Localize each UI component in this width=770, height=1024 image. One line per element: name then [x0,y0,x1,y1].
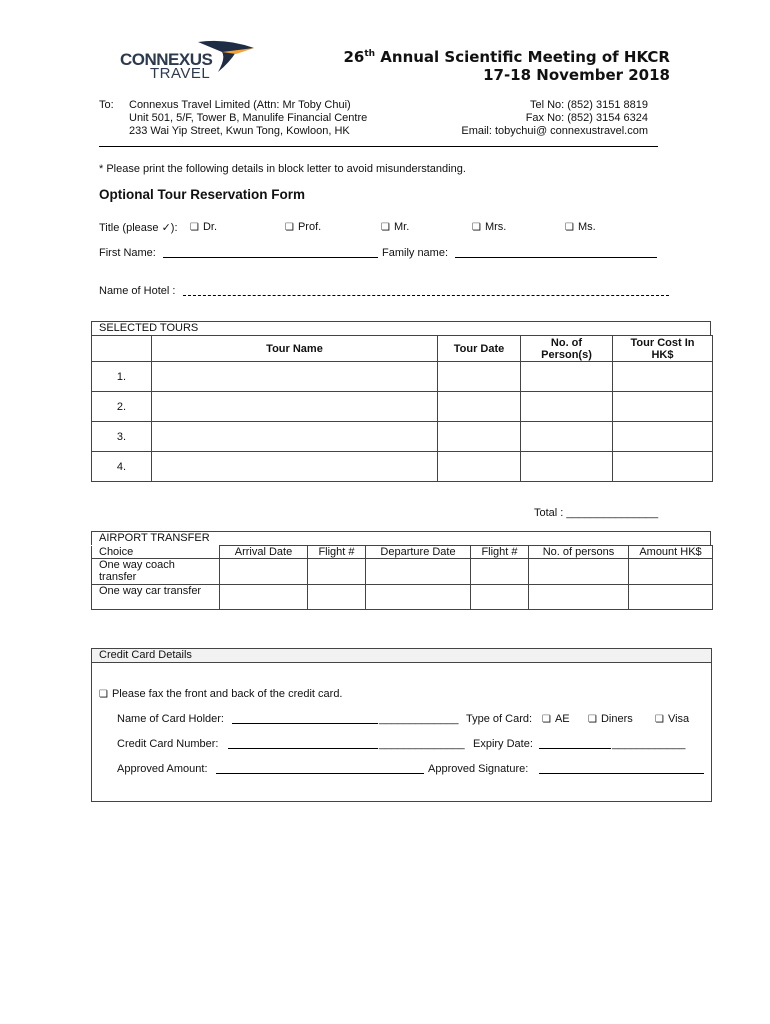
expiry-field[interactable] [539,748,611,749]
card-holder-field[interactable] [232,723,378,724]
card-type-visa[interactable]: ❏ Visa [655,713,689,725]
fax-number: Fax No: (852) 3154 6324 [525,112,648,124]
title-option-mrs[interactable]: ❏ Mrs. [472,221,506,233]
fax-card-note[interactable]: ❏ Please fax the front and back of the credit card. [99,688,343,700]
company-logo [118,38,258,84]
tours-total[interactable]: Total : _______________ [534,507,659,519]
table-row: 4. [92,452,713,482]
first-name-field[interactable] [163,257,378,258]
approved-amount-field[interactable] [216,773,424,774]
tours-table [91,335,713,482]
airport-section-header: AIRPORT TRANSFER [91,531,711,545]
notice-text: * Please print the following details in block letter to avoid misunderstanding. [99,163,466,175]
expiry-label: Expiry Date: [473,738,533,750]
card-holder-label: Name of Card Holder: [117,713,224,725]
email-address: Email: tobychui@ connexustravel.com [461,125,648,137]
credit-card-section [91,648,712,802]
title-label: Title (please ✓): [99,222,178,234]
table-row: 3. [92,422,713,452]
col-tour-date: Tour Date [438,336,521,362]
card-type-ae[interactable]: ❏ AE [542,713,570,725]
hotel-label: Name of Hotel : [99,285,176,297]
card-type-label: Type of Card: [466,713,533,725]
table-row: 1. [92,362,713,392]
airport-table: Choice Arrival Date Flight # Departure Date Flight # No. of persons Amount HK$ One way coach transfer One way car transfer [91,545,713,610]
approved-signature-field[interactable] [539,773,704,774]
selected-tours-section [91,321,711,482]
meeting-title: 26th Annual Scientific Meeting of HKCR [343,48,670,66]
col-persons: No. of Person(s) [521,336,613,362]
tours-section-header: SELECTED TOURS [91,321,711,335]
family-name-field[interactable] [455,257,657,258]
credit-section-header: Credit Card Details [92,649,711,663]
table-row: One way car transfer [92,585,713,610]
approved-amount-label: Approved Amount: [117,763,208,775]
table-row: 2. [92,392,713,422]
card-number-blank[interactable]: ______________ [379,738,465,750]
col-tour-cost: Tour Cost In HK$ [613,336,713,362]
to-address: Connexus Travel Limited (Attn: Mr Toby Chui) Unit 501, 5/F, Tower B, Manulife Financial Centre 233 Wai Yip Street, Kwun Tong, Kowloon, HK [129,99,368,137]
title-option-prof[interactable]: ❏ Prof. [285,221,321,233]
hotel-field[interactable] [183,295,669,296]
card-number-label: Credit Card Number: [117,738,219,750]
table-row: One way coach transfer [92,559,713,585]
form-title: Optional Tour Reservation Form [99,187,306,202]
header-divider [99,146,658,147]
meeting-dates: 17-18 November 2018 [483,66,670,84]
card-holder-blank[interactable]: _____________ [379,713,459,725]
expiry-blank[interactable]: ____________ [612,738,686,750]
family-name-label: Family name: [382,247,449,259]
logo-name-line1: CONNEXUS [120,50,213,69]
col-tour-name: Tour Name [152,336,438,362]
to-label: To: [99,99,114,111]
title-option-ms[interactable]: ❏ Ms. [565,221,596,233]
tel-number: Tel No: (852) 3151 8819 [529,99,648,111]
title-option-mr[interactable]: ❏ Mr. [381,221,409,233]
contact-info [461,99,648,138]
card-type-diners[interactable]: ❏ Diners [588,713,633,725]
airport-transfer-section [91,531,711,610]
first-name-label: First Name: [99,247,156,259]
approved-signature-label: Approved Signature: [428,763,529,775]
title-option-dr[interactable]: ❏ Dr. [190,221,217,233]
card-number-field[interactable] [228,748,378,749]
logo-name-line2: TRAVEL [150,65,211,82]
